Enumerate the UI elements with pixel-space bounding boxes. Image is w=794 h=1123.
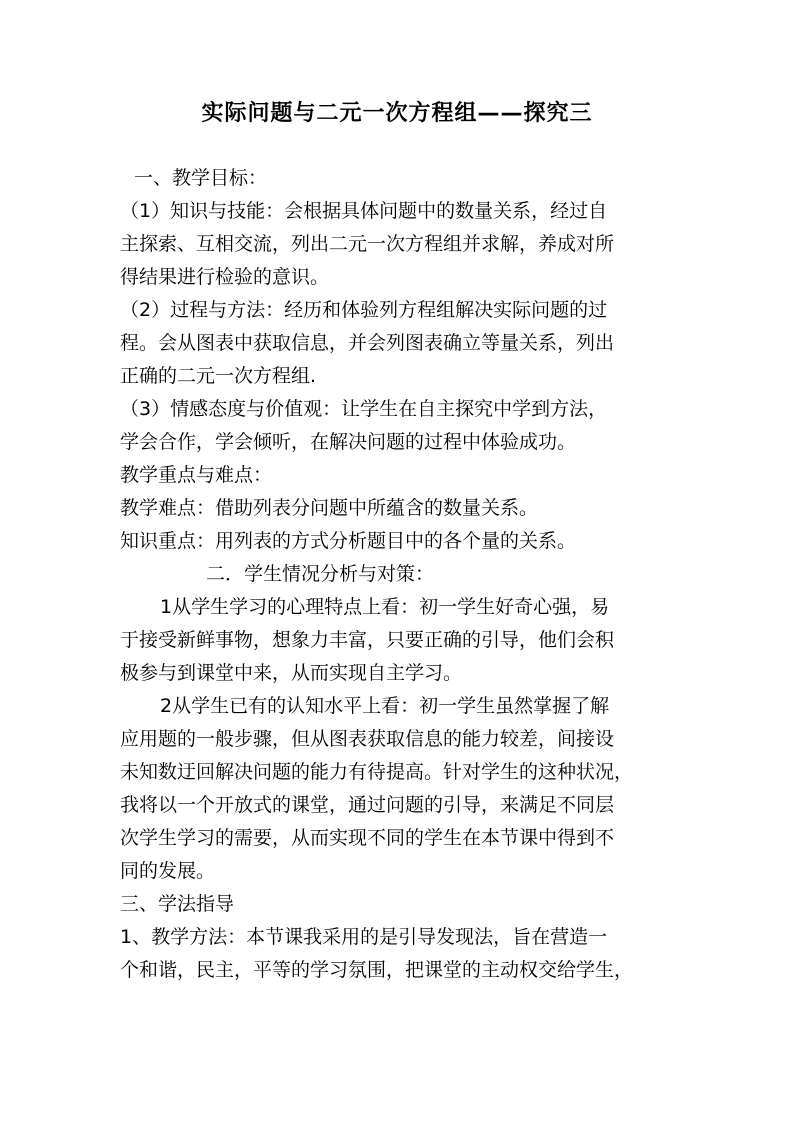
paragraph-line: （3）情感态度与价值观：让学生在自主探究中学到方法， bbox=[120, 398, 608, 420]
paragraph-line: 正确的二元一次方程组. bbox=[120, 365, 317, 387]
objective-2-paragraph bbox=[120, 294, 680, 393]
paragraph-line: （1）知识与技能：会根据具体问题中的数量关系，经过自 bbox=[120, 200, 608, 222]
key-points-heading: 教学重点与难点： bbox=[120, 464, 273, 486]
paragraph-line: 程。会从图表中获取信息，并会列图表确立等量关系，列出 bbox=[120, 332, 615, 354]
objectives-heading: 一、教学目标： bbox=[134, 167, 268, 189]
paragraph-line: 主探索、互相交流，列出二元一次方程组并求解，养成对所 bbox=[120, 233, 615, 255]
paragraph-line: 次学生学习的需要，从而实现不同的学生在本节课中得到不 bbox=[120, 827, 615, 849]
objective-3-paragraph bbox=[120, 393, 680, 459]
paragraph-line: 得结果进行检验的意识。 bbox=[120, 266, 330, 288]
paragraph-line: 未知数迂回解决问题的能力有待提高。针对学生的这种状况， bbox=[120, 761, 634, 783]
paragraph-line: 个和谐，民主，平等的学习氛围，把课堂的主动权交给学生， bbox=[120, 959, 634, 981]
analysis-heading: 二．学生情况分析与对策： bbox=[206, 563, 435, 585]
paragraph-line: 于接受新鲜事物，想象力丰富，只要正确的引导，他们会积 bbox=[120, 629, 615, 651]
document-body bbox=[120, 162, 680, 987]
paragraph-line: 极参与到课堂中来，从而实现自主学习。 bbox=[120, 662, 463, 684]
paragraph-line: 应用题的一般步骤，但从图表获取信息的能力较差，间接设 bbox=[120, 728, 615, 750]
paragraph-line: 2从学生已有的认知水平上看：初一学生虽然掌握了解 bbox=[160, 695, 610, 717]
paragraph-line: 学会合作，学会倾听，在解决问题的过程中体验成功。 bbox=[120, 431, 577, 453]
document-title: 实际问题与二元一次方程组——探究三 bbox=[201, 101, 593, 126]
analysis-1-paragraph bbox=[120, 591, 680, 690]
objective-1-paragraph bbox=[120, 195, 680, 294]
method-1-paragraph bbox=[120, 921, 680, 987]
paragraph-line: 我将以一个开放式的课堂，通过问题的引导，来满足不同层 bbox=[120, 794, 615, 816]
paragraph-line: 同的发展。 bbox=[120, 860, 216, 882]
method-heading: 三、学法指导 bbox=[120, 893, 235, 915]
knowledge-key-point: 知识重点：用列表的方式分析题目中的各个量的关系。 bbox=[120, 530, 577, 552]
teaching-difficulty: 教学难点：借助列表分问题中所蕴含的数量关系。 bbox=[120, 497, 539, 519]
paragraph-line: （2）过程与方法：经历和体验列方程组解决实际问题的过 bbox=[120, 299, 608, 321]
paragraph-line: 1、教学方法：本节课我采用的是引导发现法，旨在营造一 bbox=[120, 926, 608, 948]
analysis-2-paragraph bbox=[120, 690, 680, 888]
paragraph-line: 1从学生学习的心理特点上看：初一学生好奇心强，易 bbox=[160, 596, 610, 618]
